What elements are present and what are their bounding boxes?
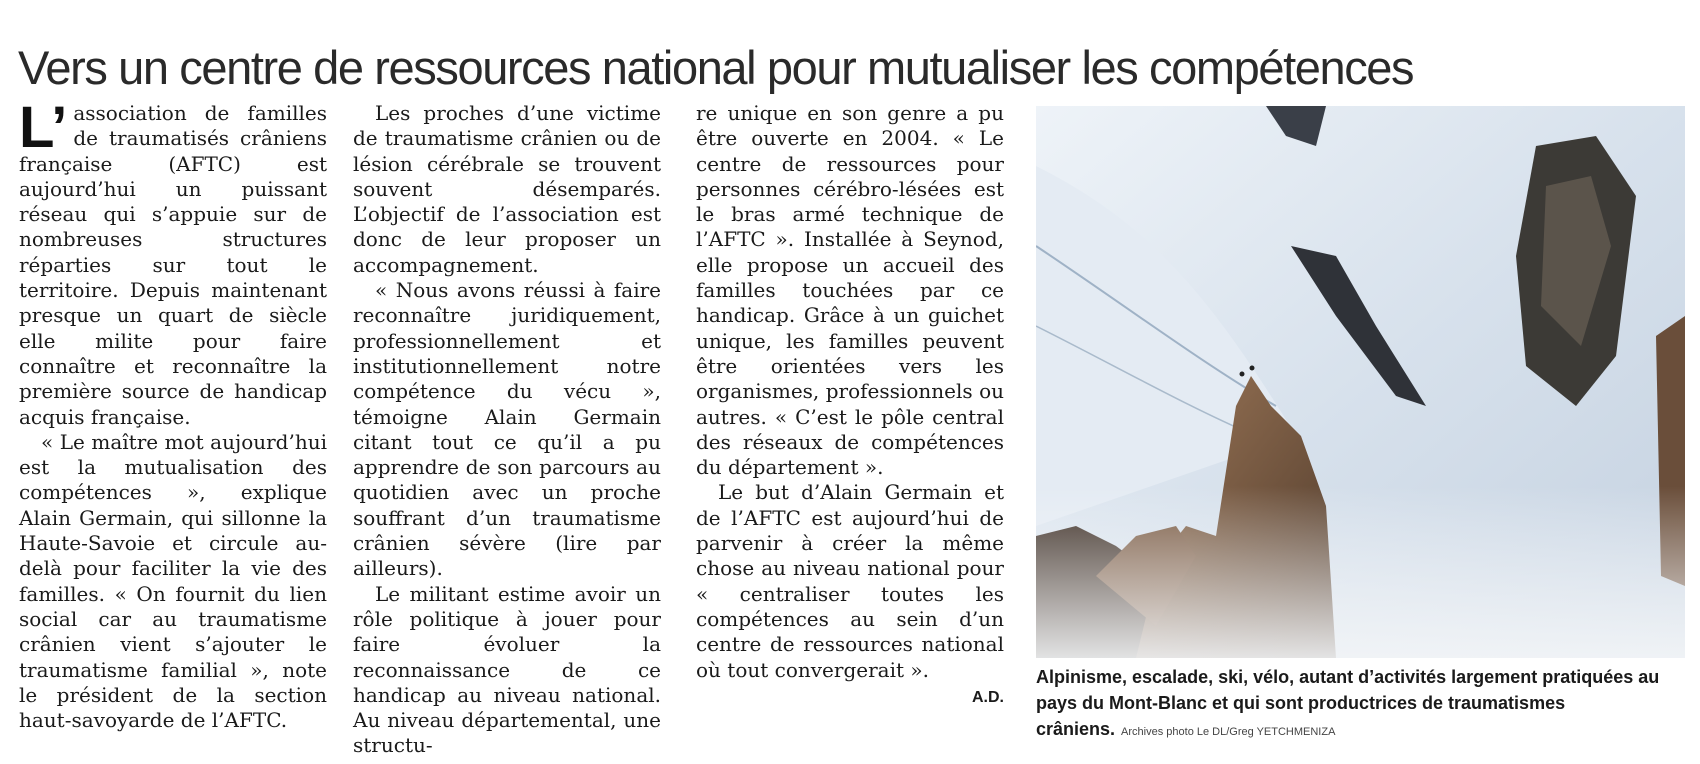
caption-text: Alpinisme, escalade, ski, vélo, autant d’activités largement pratiquées au pays du Mont-Blanc et qui sont productrices de traumatismes crâniens.	[1036, 667, 1660, 739]
mountain-illustration	[1036, 106, 1685, 658]
paragraph	[19, 95, 327, 430]
mountain-photo	[1036, 106, 1685, 658]
article-column-2	[353, 101, 661, 759]
paragraph-text: association de familles de traumatisés crâniens française (AFTC) est aujourd’hui un puissant réseau qui s’appuie sur de nombreuses structures réparties sur tout le territoire. Depuis maintenant presque un quart de siècle elle milite pour faire connaître et reconnaître la première source de handicap acquis française.	[19, 101, 327, 429]
author-signature: A.D.	[972, 688, 1004, 706]
headline: Vers un centre de ressources national pour mutualiser les compétences	[18, 41, 1414, 95]
photo-credit: Archives photo Le DL/Greg YETCHMENIZA	[1121, 726, 1336, 738]
paragraph: Les proches d’une victime de traumatisme crânien ou de lésion cérébrale se trouvent souvent désemparés. L’objectif de l’association est donc de leur proposer un accompagnement.	[353, 101, 661, 277]
paragraph: Le but d’Alain Germain et de l’AFTC est aujourd’hui de parvenir à créer la même chose au niveau national pour « centraliser toutes les compétences au sein d’un centre de ressources national où tout convergerait ».	[696, 480, 1004, 682]
drop-cap: L’	[19, 95, 68, 160]
article-column-3	[696, 101, 1004, 710]
paragraph: re unique en son genre a pu être ouverte en 2004. « Le centre de ressources pour personnes cérébro-lésées est le bras armé technique de l’AFTC ». Installée à Seynod, elle propose un accueil des familles touchées par ce handicap. Grâce à un guichet unique, les familles peuvent être orientées vers les organismes, professionnels ou autres. « C’est le pôle central des réseaux de compétences du département ».	[696, 101, 1004, 480]
paragraph: Le militant estime avoir un rôle politique à jouer pour faire évoluer la reconnaissance de ce handicap au niveau national. Au niveau départemental, une structu-	[353, 581, 661, 758]
paragraph: « Nous avons réussi à faire reconnaître juridiquement, professionnellement et institutionnellement notre compétence du vécu », témoigne Alain Germain citant tout ce qu’il a pu apprendre de son parcours au quotidien avec un proche souffrant d’un traumatisme crânien sévère (lire par ailleurs).	[353, 278, 661, 581]
paragraph: « Le maître mot aujourd’hui est la mutualisation des compétences », explique Alain Germain, qui sillonne la Haute-Savoie et circule au-delà pour faciliter la vie des familles. « On fournit du lien social car au traumatisme crânien vient s’ajouter le traumatisme familial », note le président de la section haut-savoyarde de l’AFTC.	[19, 429, 327, 733]
photo-caption	[1036, 664, 1686, 745]
article-column-1	[19, 95, 327, 733]
